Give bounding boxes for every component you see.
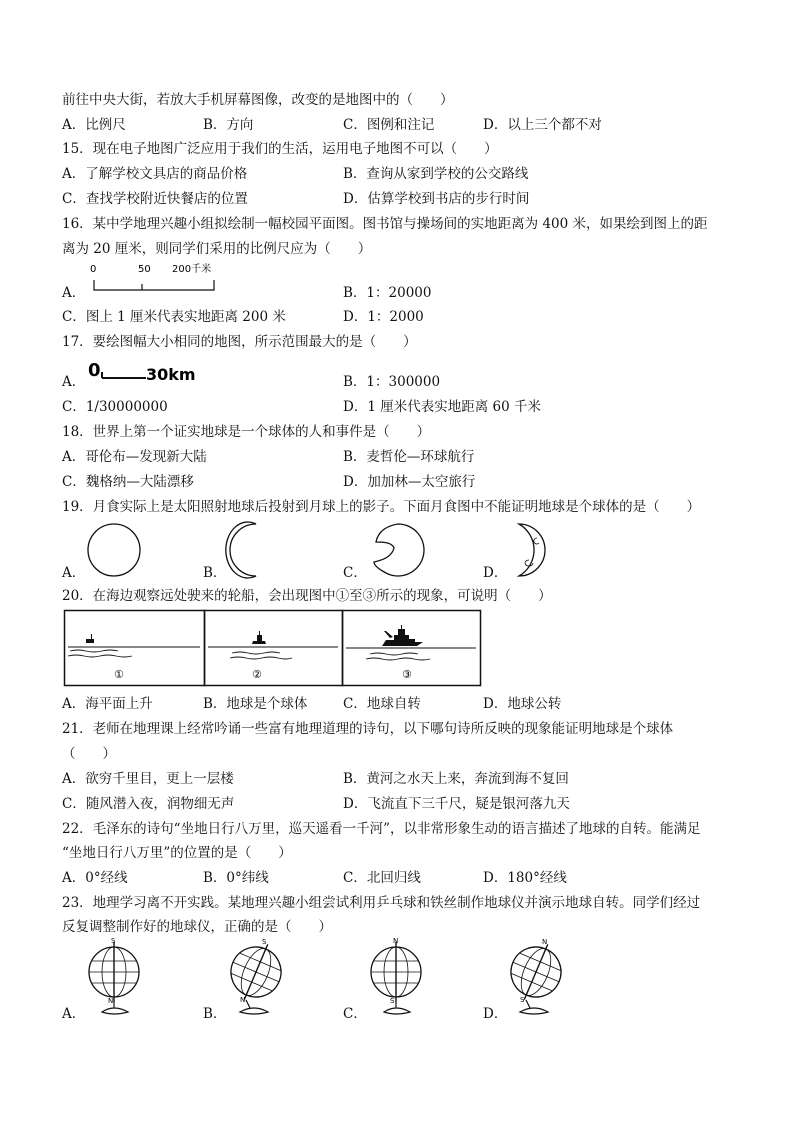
ship-horizon-figure — [64, 610, 482, 688]
question-14-continuation: 前往中央大街，若放大手机屏幕图像，改变的是地图中的（ ） — [62, 92, 454, 108]
eclipse-figure-c — [368, 520, 430, 580]
q18-option-a[interactable]: A．哥伦布—发现新大陆 — [62, 449, 207, 465]
globe-c-top-pole: N — [393, 937, 399, 945]
q19-option-d[interactable]: D． — [483, 565, 508, 581]
globe-figure-c — [366, 937, 430, 1016]
panel-label-2: ② — [252, 668, 262, 681]
q22-option-c[interactable]: C．北回归线 — [343, 870, 421, 886]
q20-option-a[interactable]: A．海平面上升 — [62, 696, 153, 712]
q15-option-c[interactable]: C．查找学校附近快餐店的位置 — [62, 191, 248, 207]
q16-option-c[interactable]: C．图上 1 厘米代表实地距离 200 米 — [62, 309, 286, 325]
question-15-stem: 15．现在电子地图广泛应用于我们的生活，运用电子地图不可以（ ） — [62, 141, 498, 157]
q19-option-b[interactable]: B． — [203, 565, 227, 581]
question-16-stem-line1: 16．某中学地理兴趣小组拟绘制一幅校园平面图。图书馆与操场间的实地距离为 400 米，如果绘到图上的距 — [62, 216, 708, 232]
globe-d-top-pole: N — [542, 938, 548, 946]
question-23-stem-line1: 23．地理学习离不开实践。某地理兴趣小组尝试利用乒乓球和铁丝制作地球仪并演示地球自转。同学们经过 — [62, 895, 701, 911]
q14-option-d[interactable]: D．以上三个都不对 — [483, 117, 602, 133]
globe-figure-b — [226, 940, 290, 1016]
q16-scale-bar — [90, 262, 220, 294]
globe-d-bottom-pole: S — [520, 996, 525, 1004]
globe-b-bottom-pole: N — [240, 996, 246, 1004]
q14-option-b[interactable]: B．方向 — [203, 117, 254, 133]
question-20-stem: 20．在海边观察远处驶来的轮船，会出现图中①至③所示的现象，可说明（ ） — [62, 588, 552, 604]
globe-c-bottom-pole: S — [390, 997, 395, 1005]
q21-option-b[interactable]: B．黄河之水天上来，奔流到海不复回 — [343, 771, 569, 787]
q16-scale-label-200: 200千米 — [172, 264, 212, 275]
q23-option-c[interactable]: C． — [343, 1006, 367, 1022]
question-19-stem: 19．月食实际上是太阳照射地球后投射到月球上的影子。下面月食图中不能证明地球是个球体的是（ ） — [62, 499, 701, 515]
question-23-stem-line2: 反复调整制作好的地球仪，正确的是（ ） — [62, 919, 332, 935]
eclipse-figure-d — [505, 520, 555, 580]
question-18-stem: 18．世界上第一个证实地球是一个球体的人和事件是（ ） — [62, 424, 431, 440]
q19-option-a[interactable]: A． — [62, 565, 86, 581]
q17-option-a[interactable]: A． — [62, 374, 86, 390]
globe-a-bottom-pole: N — [108, 997, 114, 1005]
q18-option-d[interactable]: D．加加林—太空旅行 — [343, 474, 476, 490]
q14-option-a[interactable]: A．比例尺 — [62, 117, 126, 133]
panel-label-3: ③ — [402, 668, 412, 681]
q16-scale-label-50: 50 — [138, 264, 151, 275]
q20-option-b[interactable]: B．地球是个球体 — [203, 696, 308, 712]
q14-option-c[interactable]: C．图例和注记 — [343, 117, 435, 133]
q17-option-c[interactable]: C．1/30000000 — [62, 399, 168, 415]
q22-option-a[interactable]: A．0°经线 — [62, 870, 128, 886]
q16-option-b[interactable]: B．1：20000 — [343, 285, 432, 301]
globe-a-top-pole: S — [111, 937, 116, 945]
q17-scale-right: 30km — [146, 365, 196, 384]
q22-option-d[interactable]: D．180°经线 — [483, 870, 567, 886]
q15-option-d[interactable]: D．估算学校到书店的步行时间 — [343, 191, 530, 207]
q17-option-d[interactable]: D．1 厘米代表实地距离 60 千米 — [343, 399, 541, 415]
q18-option-c[interactable]: C．魏格纳—大陆漂移 — [62, 474, 194, 490]
question-22-stem-line2: “坐地日行八万里”的位置的是（ ） — [62, 845, 292, 861]
q20-option-d[interactable]: D．地球公转 — [483, 696, 562, 712]
q21-option-a[interactable]: A．欲穷千里目，更上一层楼 — [62, 771, 234, 787]
q22-option-b[interactable]: B．0°纬线 — [203, 870, 269, 886]
q18-option-b[interactable]: B．麦哲伦—环球航行 — [343, 449, 475, 465]
q16-option-d[interactable]: D．1：2000 — [343, 309, 424, 325]
q17-scale-left: 0 — [88, 360, 101, 381]
eclipse-figure-a — [86, 520, 142, 580]
q21-option-c[interactable]: C．随风潜入夜，润物细无声 — [62, 796, 235, 812]
q23-option-a[interactable]: A． — [62, 1006, 86, 1022]
globe-b-top-pole: S — [262, 938, 267, 946]
question-21-stem-line2: （ ） — [62, 746, 116, 762]
q23-option-b[interactable]: B． — [203, 1006, 227, 1022]
globe-figure-a — [84, 937, 148, 1016]
q16-scale-label-0: 0 — [90, 264, 97, 275]
q17-scale-bar — [88, 358, 198, 386]
question-17-stem: 17．要绘图幅大小相同的地图，所示范围最大的是（ ） — [62, 334, 417, 350]
panel-label-1: ① — [114, 668, 124, 681]
q15-option-b[interactable]: B．查询从家到学校的公交路线 — [343, 166, 529, 182]
question-22-stem-line1: 22．毛泽东的诗句“坐地日行八万里，巡天遥看一千河”，以非常形象生动的语言描述了地球的自转。能满足 — [62, 821, 701, 837]
q15-option-a[interactable]: A．了解学校文具店的商品价格 — [62, 166, 248, 182]
question-21-stem-line1: 21．老师在地理课上经常吟诵一些富有地理道理的诗句，以下哪句诗所反映的现象能证明地球是个球体 — [62, 721, 674, 737]
question-16-stem-line2: 离为 20 厘米，则同学们采用的比例尺应为（ ） — [62, 241, 372, 257]
q21-option-d[interactable]: D．飞流直下三千尺，疑是银河落九天 — [343, 796, 570, 812]
q17-option-b[interactable]: B．1：300000 — [343, 374, 441, 390]
q19-option-c[interactable]: C． — [343, 565, 367, 581]
q20-option-c[interactable]: C．地球自转 — [343, 696, 421, 712]
eclipse-figure-b — [226, 520, 266, 580]
q23-option-d[interactable]: D． — [483, 1006, 508, 1022]
q16-option-a[interactable]: A． — [62, 285, 86, 301]
globe-figure-d — [506, 940, 570, 1016]
